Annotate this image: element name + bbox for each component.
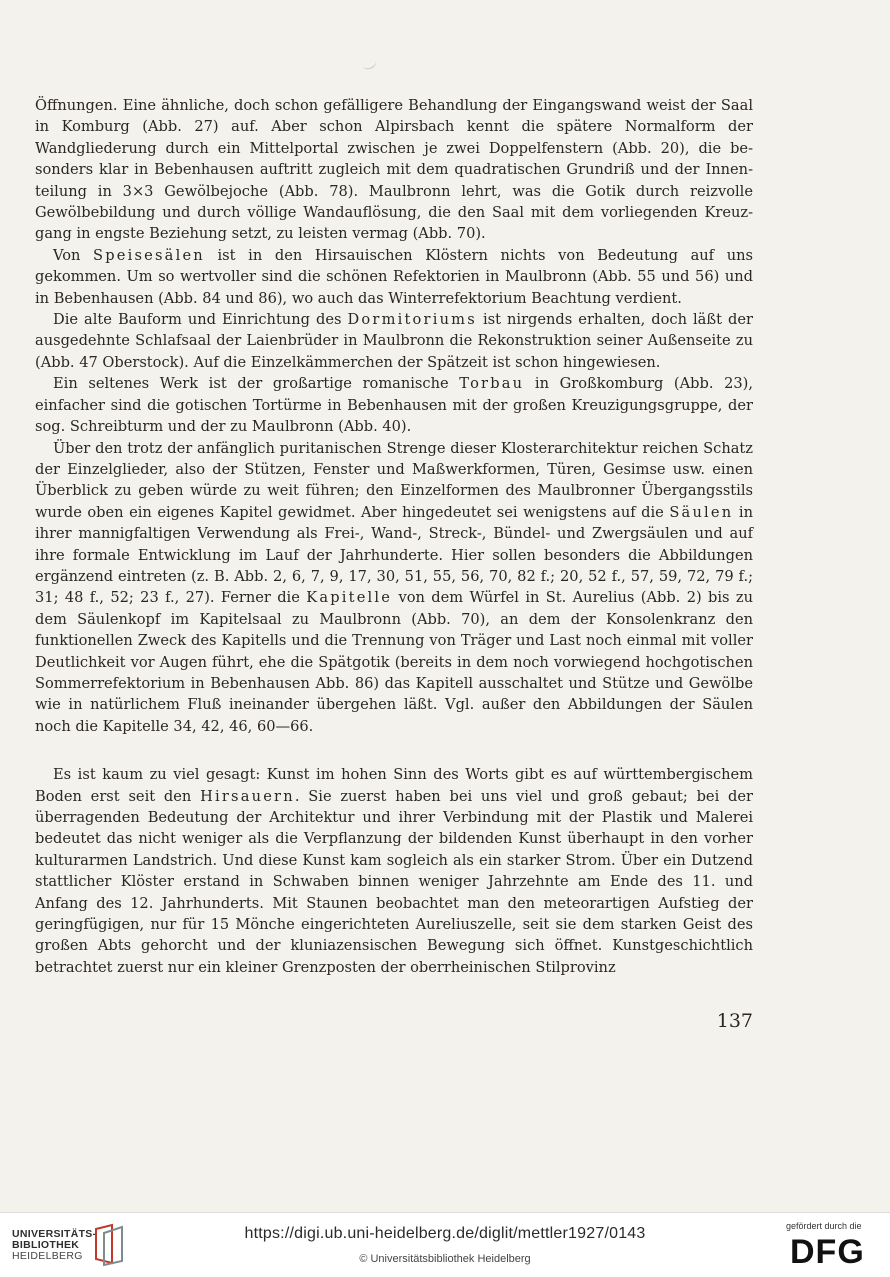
viewer-footer: [0, 1212, 890, 1277]
pencil-mark: [361, 56, 378, 71]
permalink-url[interactable]: https://digi.ub.uni-heidelberg.de/diglit/mettler1927/0143: [244, 1225, 646, 1242]
dfg-logo[interactable]: DFG: [790, 1233, 865, 1271]
text-run: in ihrer mannigfaltigen Verwendung als Frei-, Wand-, Streck-, Bündel- und Zwergsäulen und auf ihre formale Entwicklung im Lauf der Jahrhunderte. Hier sollen besonders die Abbildungen ergänzend eintreten (z. B. Abb. 2, 6, 7, 9, 17, 30, 51, 55, 56, 70, 82 f.; 20, 52 f., 57, 59, 72, 79 f.; 31; 48 f., 52; 23 f., 27). Ferner die: [35, 503, 753, 607]
text-run: ist nirgends erhalten, doch läßt der ausgedehnte Schlafsaal der Laienbrüder in Maulbronn die Rekonstruktion seiner Außenseite zu (Abb. 47 Oberstock). Auf die Einzelkämmerchen der Spätzeit ist schon hingewiesen.: [35, 311, 753, 371]
text-run: . Sie zuerst haben bei uns viel und groß gebaut; bei der überragenden Bedeutung der Architektur und ihrer Verbindung mit der Plastik und Malerei bedeutet das nicht weniger als die Verpflanzung der bildenden Kunst überhaupt in den vorher kulturarmen Landstrich. Und diese Kunst kam sogleich als ein starker Strom. Über ein Dutzend stattlicher Klöster erstand in Schwaben binnen weniger Jahrzehnte am Ende des 11. und Anfang des 12. Jahrhunderts. Mit Staunen beobachtet man den meteorartigen Aufstieg der geringfügigen, nur für 15 Mönche eingerichteten Aureliuszelle, seit sie dem starken Geist des großen Abts gehorcht und der kluniazensischen Bewegung sich öffnet. Kunstgeschichtlich betrachtet zuerst nur ein kleiner Grenzposten der oberrheinischen Stilprovinz: [35, 787, 753, 976]
funding-caption: gefördert durch die: [786, 1221, 862, 1231]
spaced-term: Dormitoriums: [347, 311, 477, 329]
spaced-term: Kapitelle: [306, 589, 393, 607]
spaced-term: Hirsauern: [200, 787, 295, 805]
spaced-term: Speisesälen: [93, 246, 205, 264]
text-run: Ein seltenes Werk ist der großartige romanische: [53, 375, 460, 393]
text-run: ist in den Hirsauischen Klöstern nichts von Bedeutung auf uns gekommen. Um so wertvoller sind die schönen Refektorien in Maulbronn (Abb. 55 und 56) und in Bebenhausen (Abb. 84 und 86), wo auch das Winterrefektorium Beachtung verdient.: [35, 246, 753, 307]
text-run: von dem Würfel in St. Aurelius (Abb. 2) bis zu dem Säulenkopf im Kapitelsaal zu Maulbronn (Abb. 70), an dem der Konsolenkranz den funktionellen Zweck des Kapitells und die Trennung von Träger und Last noch einmal mit voller Deutlichkeit vor Augen führt, ehe die Spätgotik (bereits in dem noch vorwiegend hochgotischen Sommerrefektorium in Bebenhausen Abb. 86) das Kapitell ausschaltet und Stütze und Gewölbe wie in natürlichem Fluß ineinander übergehen läßt. Vgl. außer den Abbildungen der Säulen noch die Kapitelle 34, 42, 46, 60—66.: [35, 589, 753, 735]
paragraph: [35, 95, 753, 245]
spaced-term: Torbau: [459, 375, 525, 393]
text-run: Es ist kaum zu viel gesagt: Kunst im hohen Sinn des Worts gibt es auf württembergischem Boden erst seit den: [35, 766, 753, 805]
paragraph: [35, 438, 753, 738]
paragraph: [35, 373, 753, 437]
spaced-term: Säulen: [669, 503, 734, 521]
paragraph: [35, 764, 753, 978]
library-name-line2: BIBLIOTHEK: [12, 1239, 80, 1251]
page-number: 137: [716, 1010, 753, 1032]
text-run: Von: [53, 246, 94, 264]
body-text: [35, 95, 753, 978]
library-name-line1: UNIVERSITÄTS-: [12, 1228, 97, 1240]
text-run: Über den trotz der anfänglich puritanischen Strenge dieser Klosterarchitektur reichen Schatz der Einzelglieder, also der Stützen, Fenster und Maßwerkformen, Türen, Gesimse usw. einen Überblick zu geben würde zu weit führen; den Einzelformen des Maulbronner Übergangsstils wurde oben ein eigenes Kapitel gewidmet. Aber hingedeutet sei wenigstens auf die: [35, 439, 753, 521]
text-run: Öffnungen. Eine ähnliche, doch schon gefälligere Behandlung der Eingangswand weist der Saal in Komburg (Abb. 27) auf. Aber schon Alpirsbach kennt die spätere Normalform der Wandgliederung durch ein Mittelportal zwischen je zwei Doppelfenstern (Abb. 20), die besonders klar in Bebenhausen auftritt zugleich mit dem quadratischen Grundriß und der Innenteilung in 3×3 Gewölbejoche (Abb. 78). Maulbronn lehrt, was die Gotik durch reizvolle Gewölbebildung und durch völlige Wandauflösung, die den Saal mit dem vorliegenden Kreuzgang in engste Beziehung setzt, zu leisten vermag (Abb. 70).: [35, 97, 753, 243]
paragraph: [35, 245, 753, 309]
library-name-line3: HEIDELBERG: [12, 1250, 83, 1262]
paragraph: [35, 309, 753, 373]
text-run: in Großkomburg (Abb. 23), einfacher sind die gotischen Tortürme in Bebenhausen mit der großen Kreuzigungsgruppe, der sog. Schreibturm und der zu Maulbronn (Abb. 40).: [35, 375, 754, 436]
copyright-notice: © Universitätsbibliothek Heidelberg: [359, 1253, 531, 1265]
text-run: Die alte Bauform und Einrichtung des: [53, 311, 348, 329]
